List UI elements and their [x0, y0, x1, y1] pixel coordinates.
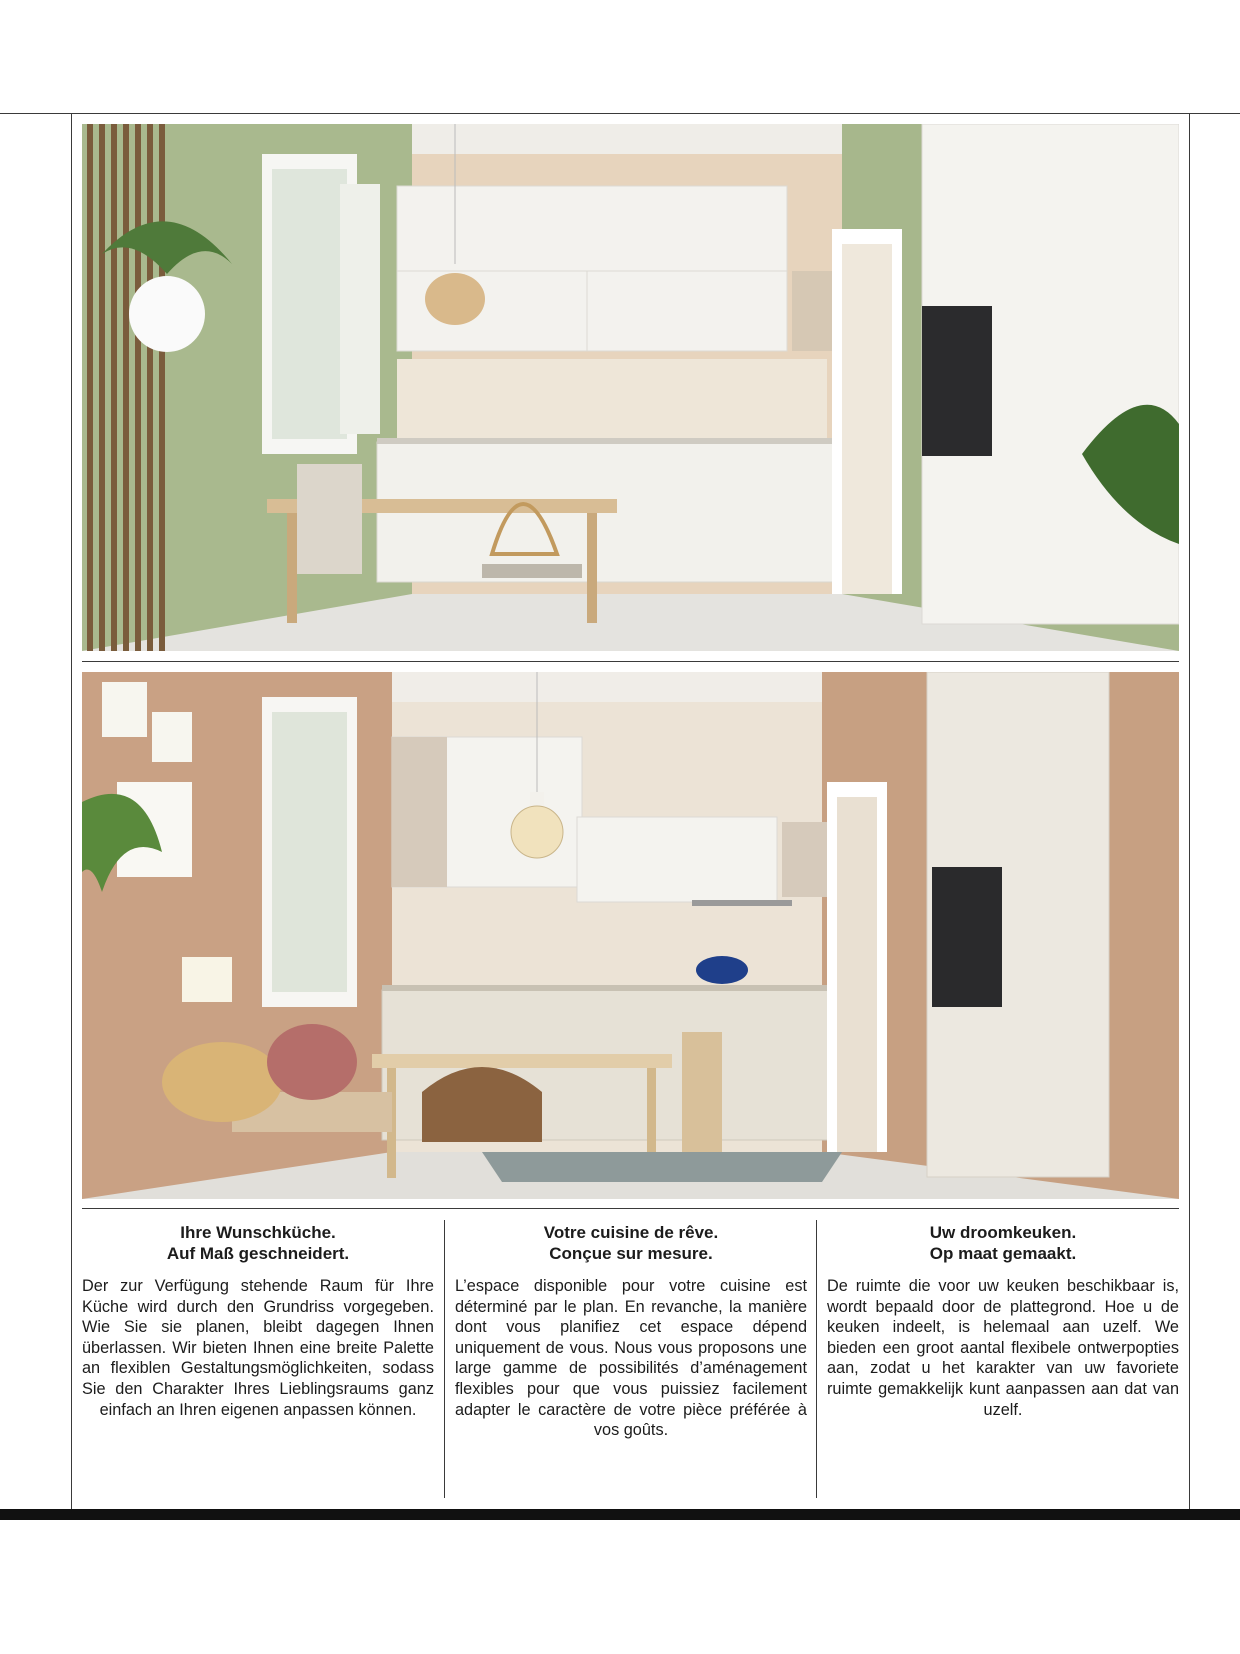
column-french — [455, 1222, 807, 1441]
column-german — [82, 1222, 434, 1420]
kitchen-photo-terracotta — [82, 672, 1179, 1199]
top-rule — [0, 113, 1240, 114]
right-margin-rule — [1189, 113, 1190, 1509]
column-dutch — [827, 1222, 1179, 1420]
body-french: L’espace disponible pour votre cuisine est déterminé par le plan. En revanche, la manière dont vous planifiez cet espace dépend uniquement de vous. Nous vous proposons une large gamme de possibilités d’aménagement flexibles pour que vous puissiez facilement adapter le caractère de votre pièce préférée à vos goûts. — [455, 1277, 807, 1440]
bottom-bar — [0, 1509, 1240, 1520]
left-margin-rule — [71, 113, 72, 1509]
heading-line-1: Uw droomkeuken. — [929, 1223, 1077, 1242]
body-dutch: De ruimte die voor uw keuken beschikbaar is, wordt bepaald door de plattegrond. Hoe u de keuken indeelt, is helemaal aan uzelf. We bieden een groot aantal flexibele ontwerpopties aan, zodat u het karakter van uw favoriete ruimte gemakkelijk kunt aanpassen aan dat van uzelf. — [827, 1277, 1179, 1419]
text-section-rule — [82, 1208, 1179, 1209]
kitchen-photo-sage — [82, 124, 1179, 651]
body-german: Der zur Verfügung stehende Raum für Ihre Küche wird durch den Grundriss vorgegeben. Wie Sie sie planen, bleibt dagegen Ihnen überlassen. Wir bieten Ihnen eine breite Palette an flexiblen Gestaltungsmöglichkeiten, sodass Sie den Charakter Ihres Lieblingsraums ganz einfach an Ihren eigenen anpassen können. — [82, 1277, 434, 1419]
column-divider-1 — [444, 1220, 445, 1498]
heading-line-1: Votre cuisine de rêve. — [543, 1223, 719, 1242]
heading-line-2: Op maat gemaakt. — [929, 1244, 1077, 1263]
heading-french — [455, 1222, 807, 1264]
photo-divider-rule — [82, 661, 1179, 662]
heading-german — [82, 1222, 434, 1264]
heading-dutch — [827, 1222, 1179, 1264]
heading-line-2: Conçue sur mesure. — [549, 1244, 713, 1263]
heading-line-1: Ihre Wunschküche. — [180, 1223, 336, 1242]
heading-line-2: Auf Maß geschneidert. — [166, 1244, 350, 1263]
column-divider-2 — [816, 1220, 817, 1498]
